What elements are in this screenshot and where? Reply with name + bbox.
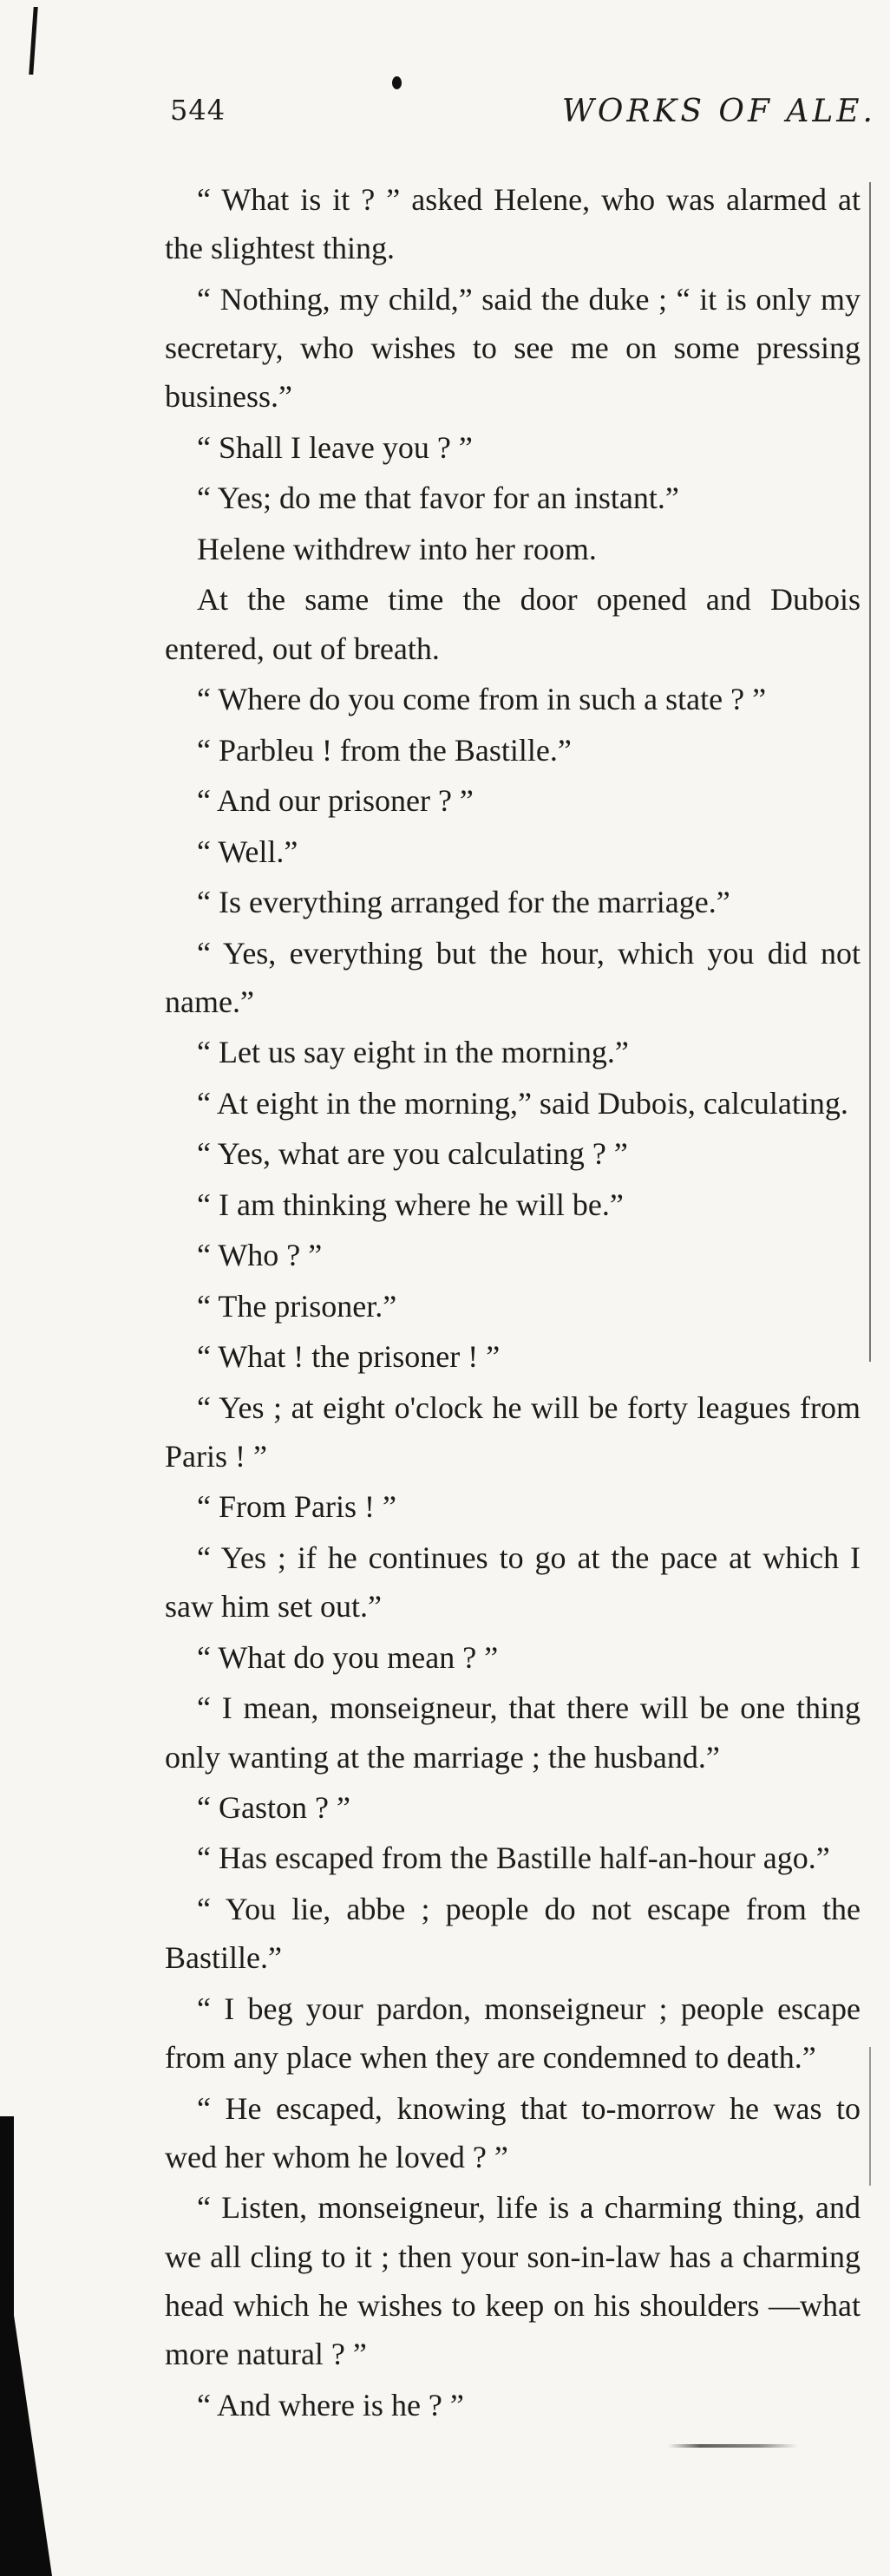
paragraph: “ What ! the prisoner ! ” [197,1339,501,1375]
paragraph: “ Listen, monseigneur, life is a charming thing, and we all cling to it ; then your son-in-law has a charming head which he wishes to keep on his shoulders —what more natural ? ” [165,2190,861,2372]
paragraph: “ Is everything arranged for the marriage.” [197,885,730,920]
page-header [170,94,881,146]
paragraph: “ You lie, abbe ; people do not escape from the Bastille.” [165,1891,861,1976]
scan-mark [29,7,37,75]
paragraph: “ I mean, monseigneur, that there will be one thing only wanting at the marriage ; the husband.” [165,1690,861,1775]
paragraph: “ Well.” [197,834,298,869]
paragraph: “ Yes ; if he continues to go at the pace at which I saw him set out.” [165,1540,861,1625]
running-head: WORKS OF ALE. [561,94,876,129]
paragraph: “ Shall I leave you ? ” [197,429,473,465]
paragraph: “ Yes ; at eight o'clock he will be forty leagues from Paris ! ” [165,1389,861,1474]
page-number: 544 [170,94,226,127]
paragraph: “ The prisoner.” [197,1288,397,1324]
paragraph: “ Let us say eight in the morning.” [197,1035,629,1070]
paragraph: “ Who ? ” [197,1238,323,1273]
ink-dot [392,76,402,89]
paragraph: “ Nothing, my child,” said the duke ; “ it is only my secretary, who wishes to see me on some pressing business.” [165,281,861,415]
paragraph: “ Has escaped from the Bastille half-an-hour ago.” [197,1840,830,1876]
body-text [165,175,861,2431]
paragraph: “ Yes, what are you calculating ? ” [197,1136,628,1172]
pencil-mark [668,2444,798,2448]
paragraph: “ From Paris ! ” [197,1489,396,1525]
paragraph: “ And where is he ? ” [197,2387,464,2422]
paragraph: “ Gaston ? ” [197,1790,350,1825]
paragraph: “ Parbleu ! from the Bastille.” [197,732,572,768]
paragraph: Helene withdrew into her room. [197,531,597,566]
paragraph: “ And our prisoner ? ” [197,783,474,819]
paragraph: “ At eight in the morning,” said Dubois, calculating. [197,1085,848,1121]
scan-edge-wedge [0,2220,52,2576]
paragraph: “ I am thinking where he will be.” [197,1187,624,1222]
paragraph: “ Where do you come from in such a state ? ” [197,682,767,717]
paragraph: “ What do you mean ? ” [197,1639,499,1675]
paragraph: “ He escaped, knowing that to-morrow he was to wed her whom he loved ? ” [165,2090,861,2174]
margin-rule [869,2047,871,2186]
paragraph: At the same time the door opened and Dubois entered, out of breath. [165,582,861,666]
paragraph: “ Yes, everything but the hour, which you did not name.” [165,935,861,1019]
paragraph: “ What is it ? ” asked Helene, who was alarmed at the slightest thing. [165,182,861,266]
margin-rule [869,182,871,1362]
paragraph: “ I beg your pardon, monseigneur ; people escape from any place when they are condemned to death.” [165,1991,861,2076]
paragraph: “ Yes; do me that favor for an instant.” [197,481,679,516]
